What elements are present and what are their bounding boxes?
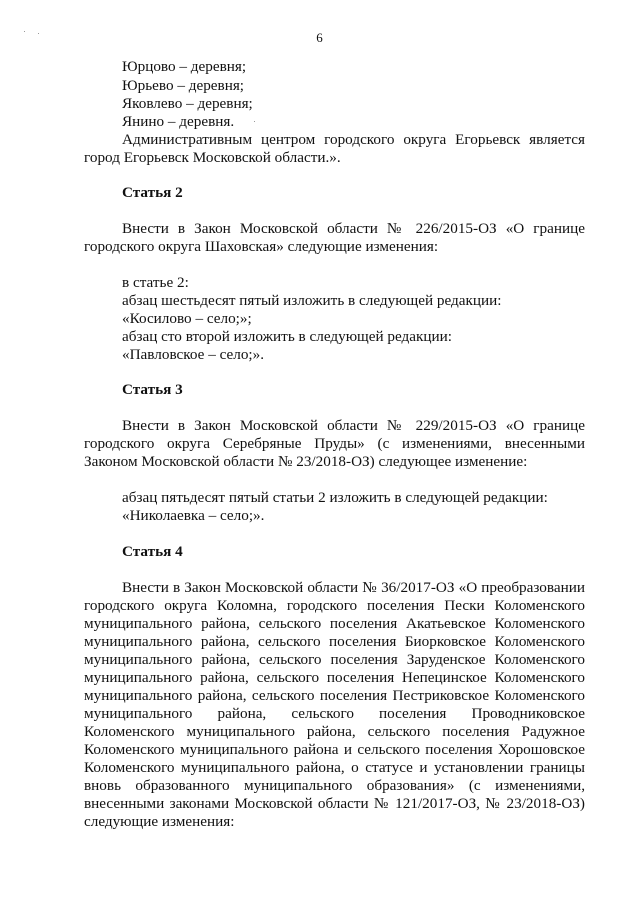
change-line: абзац пятьдесят пятый статьи 2 изложить в следующей редакции: — [122, 489, 548, 506]
paragraph-line: муниципального района, сельского поселения Проводниковское — [84, 705, 585, 722]
list-item: Юрьево – деревня; — [122, 77, 245, 94]
paragraph-line: городского округа Серебряные Пруды» (с изменениями, внесенными — [84, 435, 585, 452]
paragraph-line: Внести в Закон Московской области № 229/2015-ОЗ «О границе — [122, 417, 585, 434]
paragraph-line: муниципального района, сельского поселения Непецинское Коломенского — [84, 669, 585, 686]
change-line: «Косилово – село;»; — [122, 310, 252, 327]
paragraph-line: Коломенского муниципального района и сельского поселения Хорошовское — [84, 741, 585, 758]
paragraph-line: следующие изменения: — [84, 813, 235, 830]
paragraph-line: вновь образованного муниципального образования» (с изменениями, — [84, 777, 585, 794]
list-item: Янино – деревня. — [122, 113, 235, 130]
article-2-heading: Статья 2 — [122, 184, 183, 201]
paragraph-line: Внести в Закон Московской области № 36/2017-ОЗ «О преобразовании — [122, 579, 585, 596]
page-number: 6 — [316, 30, 323, 45]
paragraph-line: город Егорьевск Московской области.». — [84, 149, 341, 166]
change-line: «Николаевка – село;». — [122, 507, 265, 524]
paragraph-line: Внести в Закон Московской области № 226/2015-ОЗ «О границе — [122, 220, 585, 237]
paragraph-line: городского округа Шаховская» следующие изменения: — [84, 238, 439, 255]
scan-speck — [24, 31, 25, 32]
paragraph-line: муниципального района, сельского поселения Биорковское Коломенского — [84, 633, 585, 650]
change-line: в статье 2: — [122, 274, 189, 291]
paragraph-line: внесенными законами Московской области № 121/2017-ОЗ, № 23/2018-ОЗ) — [84, 795, 585, 812]
article-4-heading: Статья 4 — [122, 543, 183, 560]
paragraph-line: городского округа Коломна, городского поселения Пески Коломенского — [84, 597, 585, 614]
paragraph-line: Коломенского муниципального района, сельского поселения Радужное — [84, 723, 585, 740]
paragraph-line: муниципального района, сельского поселения Пестриковское Коломенского — [84, 687, 585, 704]
article-3-heading: Статья 3 — [122, 381, 183, 398]
change-line: абзац шестьдесят пятый изложить в следующей редакции: — [122, 292, 502, 309]
list-item: Яковлево – деревня; — [122, 95, 253, 112]
scan-speck — [254, 121, 255, 122]
scan-speck — [38, 33, 39, 34]
paragraph-line: муниципального района, сельского поселения Заруденское Коломенского — [84, 651, 585, 668]
change-line: «Павловское – село;». — [122, 346, 265, 363]
paragraph-line: муниципального района, сельского поселения Акатьевское Коломенского — [84, 615, 585, 632]
paragraph-line: Административным центром городского округа Егорьевск является — [122, 131, 585, 148]
paragraph-line: Коломенского муниципального района, о статусе и установлении границы — [84, 759, 585, 776]
paragraph-line: Законом Московской области № 23/2018-ОЗ) следующее изменение: — [84, 453, 528, 470]
change-line: абзац сто второй изложить в следующей редакции: — [122, 328, 452, 345]
list-item: Юрцово – деревня; — [122, 58, 247, 75]
